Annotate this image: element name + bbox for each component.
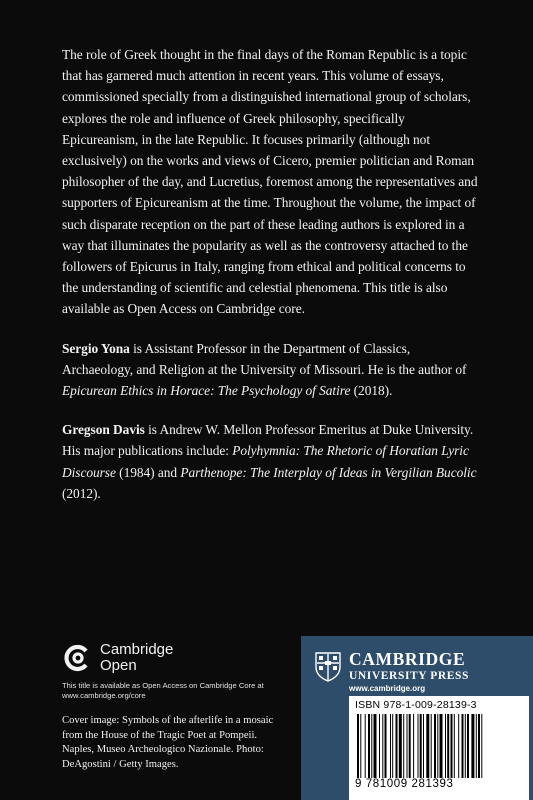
book-description: The role of Greek thought in the final days of the Roman Republic is a topic that has garnered much attention in recent years. This volume of essays, commissioned specially from a distinguished international group of scholars, explores the role and influence of Greek philosophy, specifically Epicureanism, in the late Republic. It focuses primarily (although not exclusively) on the works and views of Cicero, premier politician and Roman philosopher of the day, and Lucretius, foremost among the representatives and supporters of Epicureanism at the time. Throughout the volume, the impact of such disparate reception on the part of these leading authors is explored in a way that illuminates the popularity as well as the controversy attached to the followers of Epicurus in Italy, ranging from ethical and political concerns to the understanding of scientific and celestial phenomena. This title is also available as Open Access on Cambridge core. (62, 47, 478, 317)
publisher-name: CAMBRIDGE (349, 649, 466, 669)
barcode-bar (447, 714, 449, 778)
open-access-icon (62, 642, 94, 674)
book-title: Parthenope: The Interplay of Ideas in Vergilian Bucolic (180, 464, 477, 480)
barcode-bar (365, 714, 366, 778)
publisher-website: www.cambridge.org (349, 684, 426, 693)
bio-text: (2012). (62, 485, 101, 501)
barcode-bar (396, 714, 398, 778)
barcode-bar (392, 714, 393, 778)
barcode-bar (437, 714, 438, 778)
publisher-press: UNIVERSITY PRESS (349, 670, 470, 682)
book-title: Epicurean Ethics in Horace: The Psychology of Satire (62, 383, 351, 399)
book-title: Polyhymnia: The Rhetoric of Horatian Lyric Discourse (62, 443, 469, 480)
open-access-note: This title is available as Open Access on Cambridge Core at www.cambridge.org/core (62, 681, 264, 700)
barcode-bar (462, 714, 464, 778)
author-name: Gregson Davis (62, 422, 145, 438)
barcode-bar (399, 714, 402, 778)
isbn-number: ISBN 978-1-009-28139-3 (355, 699, 477, 711)
barcode-bar (467, 714, 469, 778)
barcode-bar (403, 714, 404, 778)
bio-text: (2018). (350, 383, 393, 399)
barcode-icon (357, 714, 521, 778)
barcode-bar (481, 714, 482, 778)
back-cover-blurb (62, 44, 482, 522)
barcode-bar (385, 714, 387, 778)
cambridge-open-wordmark (100, 642, 173, 674)
barcode-bar (471, 714, 474, 778)
author-bio-yona (62, 338, 482, 402)
barcode-bar (434, 714, 436, 778)
barcode-bar (465, 714, 466, 778)
barcode-bar (478, 714, 480, 778)
barcode-bar (426, 714, 429, 778)
barcode-bar (357, 714, 359, 778)
barcode-bar (360, 714, 361, 778)
barcode-bar (454, 714, 455, 778)
wordmark-line: Cambridge (100, 641, 174, 658)
barcode-bar (382, 714, 383, 778)
barcode-bar (445, 714, 446, 778)
isbn-barcode (349, 696, 529, 800)
bio-text: (1984) and (115, 464, 181, 480)
barcode-bar (368, 714, 370, 778)
university-crest-icon (315, 652, 341, 682)
barcode-bar (413, 714, 414, 778)
barcode-bar (458, 714, 459, 778)
barcode-bar (379, 714, 380, 778)
wordmark-line: Open (100, 657, 137, 674)
cover-image-credit: Cover image: Symbols of the afterlife in a mosaic from the House of the Tragic Poet at Pompeii. Naples, Museo Archeologico Nazionale. Photo: DeAgostini / Getty Images. (62, 715, 274, 770)
bio-text: is Assistant Professor in the Department of Classics, Archaeology, and Religion at the University of Missouri. He is the author of (62, 340, 467, 377)
author-bio-davis (62, 419, 482, 504)
bio-text: is Andrew W. Mellon Professor Emeritus at Duke University. His major publications include: (62, 422, 474, 459)
barcode-digits: 9 781009 281393 (355, 778, 454, 790)
barcode-bar (418, 714, 419, 778)
author-name: Sergio Yona (62, 340, 130, 356)
barcode-bar (420, 714, 422, 778)
barcode-bar (390, 714, 391, 778)
barcode-bar (476, 714, 477, 778)
barcode-bar (423, 714, 424, 778)
barcode-bar (371, 714, 372, 778)
barcode-bar (374, 714, 377, 778)
barcode-bar (409, 714, 411, 778)
barcode-bar (431, 714, 432, 778)
barcode-bar (451, 714, 453, 778)
barcode-bar (407, 714, 408, 778)
barcode-bar (440, 714, 443, 778)
cambridge-open-logo (62, 640, 262, 676)
